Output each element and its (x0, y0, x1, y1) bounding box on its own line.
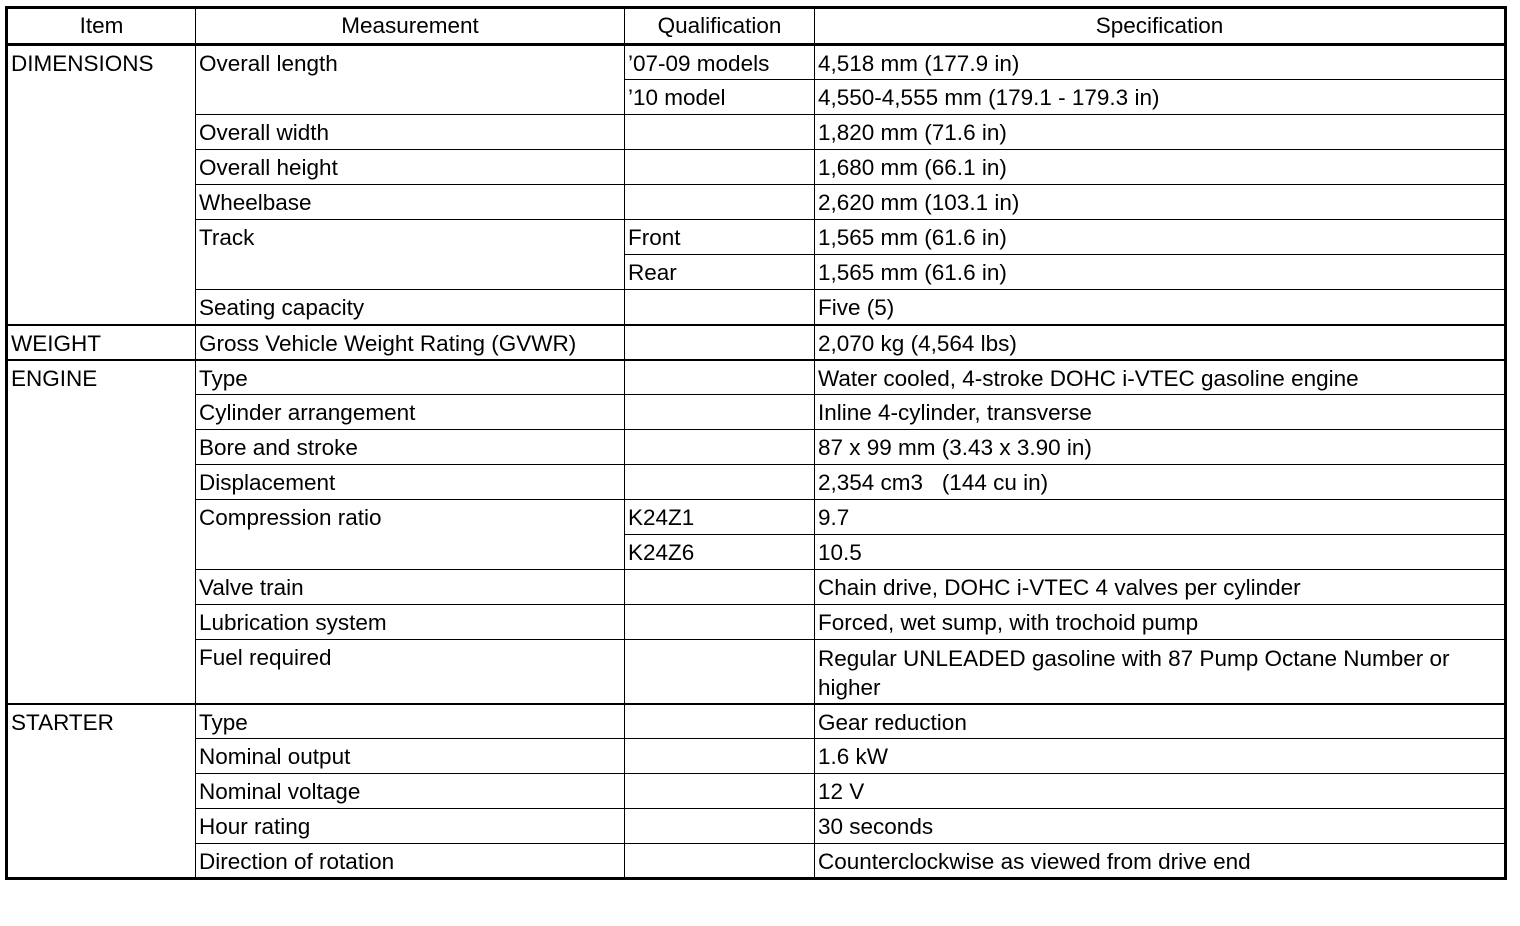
table-row (7, 360, 1506, 395)
measurement-cell: Compression ratio (196, 500, 625, 570)
measurement-cell: Overall length (196, 45, 625, 115)
measurement-cell: Track (196, 220, 625, 290)
measurement-cell: Wheelbase (196, 185, 625, 220)
measurement-cell: Fuel required (196, 640, 625, 704)
table-row (7, 45, 1506, 80)
table-row (7, 739, 1506, 774)
specification-cell: 1.6 kW (815, 739, 1506, 774)
qualification-cell (625, 774, 815, 809)
item-weight: WEIGHT (7, 325, 196, 360)
table-row (7, 430, 1506, 465)
qualification-cell (625, 115, 815, 150)
table-row (7, 774, 1506, 809)
specification-cell: 1,820 mm (71.6 in) (815, 115, 1506, 150)
qualification-cell (625, 640, 815, 704)
specification-cell: 10.5 (815, 535, 1506, 570)
header-qualification: Qualification (625, 8, 815, 45)
table-row (7, 809, 1506, 844)
measurement-cell: Type (196, 704, 625, 739)
measurement-cell: Hour rating (196, 809, 625, 844)
measurement-cell: Seating capacity (196, 290, 625, 325)
qualification-cell: Rear (625, 255, 815, 290)
item-starter: STARTER (7, 704, 196, 879)
measurement-cell: Overall height (196, 150, 625, 185)
table-row (7, 220, 1506, 255)
specification-cell: Water cooled, 4-stroke DOHC i-VTEC gasoline engine (815, 360, 1506, 395)
measurement-cell: Type (196, 360, 625, 395)
table-row (7, 500, 1506, 535)
specifications-table (5, 6, 1507, 880)
specification-cell: 2,354 cm3 (144 cu in) (815, 465, 1506, 500)
header-item: Item (7, 8, 196, 45)
header-measurement: Measurement (196, 8, 625, 45)
table-row (7, 570, 1506, 605)
specification-cell: 2,620 mm (103.1 in) (815, 185, 1506, 220)
measurement-cell: Bore and stroke (196, 430, 625, 465)
qualification-cell: K24Z1 (625, 500, 815, 535)
qualification-cell: ’07-09 models (625, 45, 815, 80)
measurement-cell: Displacement (196, 465, 625, 500)
specification-cell: 4,518 mm (177.9 in) (815, 45, 1506, 80)
table-row (7, 605, 1506, 640)
qualification-cell (625, 809, 815, 844)
table-row (7, 150, 1506, 185)
table-row (7, 325, 1506, 360)
measurement-cell: Valve train (196, 570, 625, 605)
table-row (7, 185, 1506, 220)
header-row (7, 8, 1506, 45)
qualification-cell (625, 150, 815, 185)
specification-cell: 1,565 mm (61.6 in) (815, 255, 1506, 290)
header-specification: Specification (815, 8, 1506, 45)
qualification-cell (625, 605, 815, 640)
measurement-cell: Nominal output (196, 739, 625, 774)
specification-cell: Regular UNLEADED gasoline with 87 Pump Octane Number or higher (815, 640, 1506, 704)
specification-cell: 30 seconds (815, 809, 1506, 844)
qualification-cell (625, 570, 815, 605)
table-row (7, 395, 1506, 430)
qualification-cell (625, 704, 815, 739)
measurement-cell: Lubrication system (196, 605, 625, 640)
specification-cell: Counterclockwise as viewed from drive end (815, 844, 1506, 879)
specification-cell: Forced, wet sump, with trochoid pump (815, 605, 1506, 640)
table-row (7, 115, 1506, 150)
qualification-cell (625, 185, 815, 220)
table-row (7, 465, 1506, 500)
specification-cell: 4,550-4,555 mm (179.1 - 179.3 in) (815, 80, 1506, 115)
qualification-cell: Front (625, 220, 815, 255)
qualification-cell: K24Z6 (625, 535, 815, 570)
qualification-cell (625, 844, 815, 879)
specification-cell: Gear reduction (815, 704, 1506, 739)
table-row (7, 290, 1506, 325)
specification-cell: 9.7 (815, 500, 1506, 535)
qualification-cell (625, 430, 815, 465)
specification-cell: 87 x 99 mm (3.43 x 3.90 in) (815, 430, 1506, 465)
specification-cell: Inline 4-cylinder, transverse (815, 395, 1506, 430)
qualification-cell: ’10 model (625, 80, 815, 115)
table-row (7, 704, 1506, 739)
table-row (7, 640, 1506, 704)
qualification-cell (625, 290, 815, 325)
qualification-cell (625, 465, 815, 500)
item-engine: ENGINE (7, 360, 196, 704)
specification-cell: Five (5) (815, 290, 1506, 325)
table-row (7, 844, 1506, 879)
qualification-cell (625, 325, 815, 360)
measurement-cell: Cylinder arrangement (196, 395, 625, 430)
measurement-cell: Overall width (196, 115, 625, 150)
specification-cell: 12 V (815, 774, 1506, 809)
measurement-cell: Direction of rotation (196, 844, 625, 879)
qualification-cell (625, 360, 815, 395)
qualification-cell (625, 739, 815, 774)
specification-cell: 1,680 mm (66.1 in) (815, 150, 1506, 185)
specification-cell: Chain drive, DOHC i-VTEC 4 valves per cylinder (815, 570, 1506, 605)
qualification-cell (625, 395, 815, 430)
measurement-cell: Nominal voltage (196, 774, 625, 809)
specification-cell: 1,565 mm (61.6 in) (815, 220, 1506, 255)
measurement-cell: Gross Vehicle Weight Rating (GVWR) (196, 325, 625, 360)
specification-cell: 2,070 kg (4,564 lbs) (815, 325, 1506, 360)
item-dimensions: DIMENSIONS (7, 45, 196, 325)
